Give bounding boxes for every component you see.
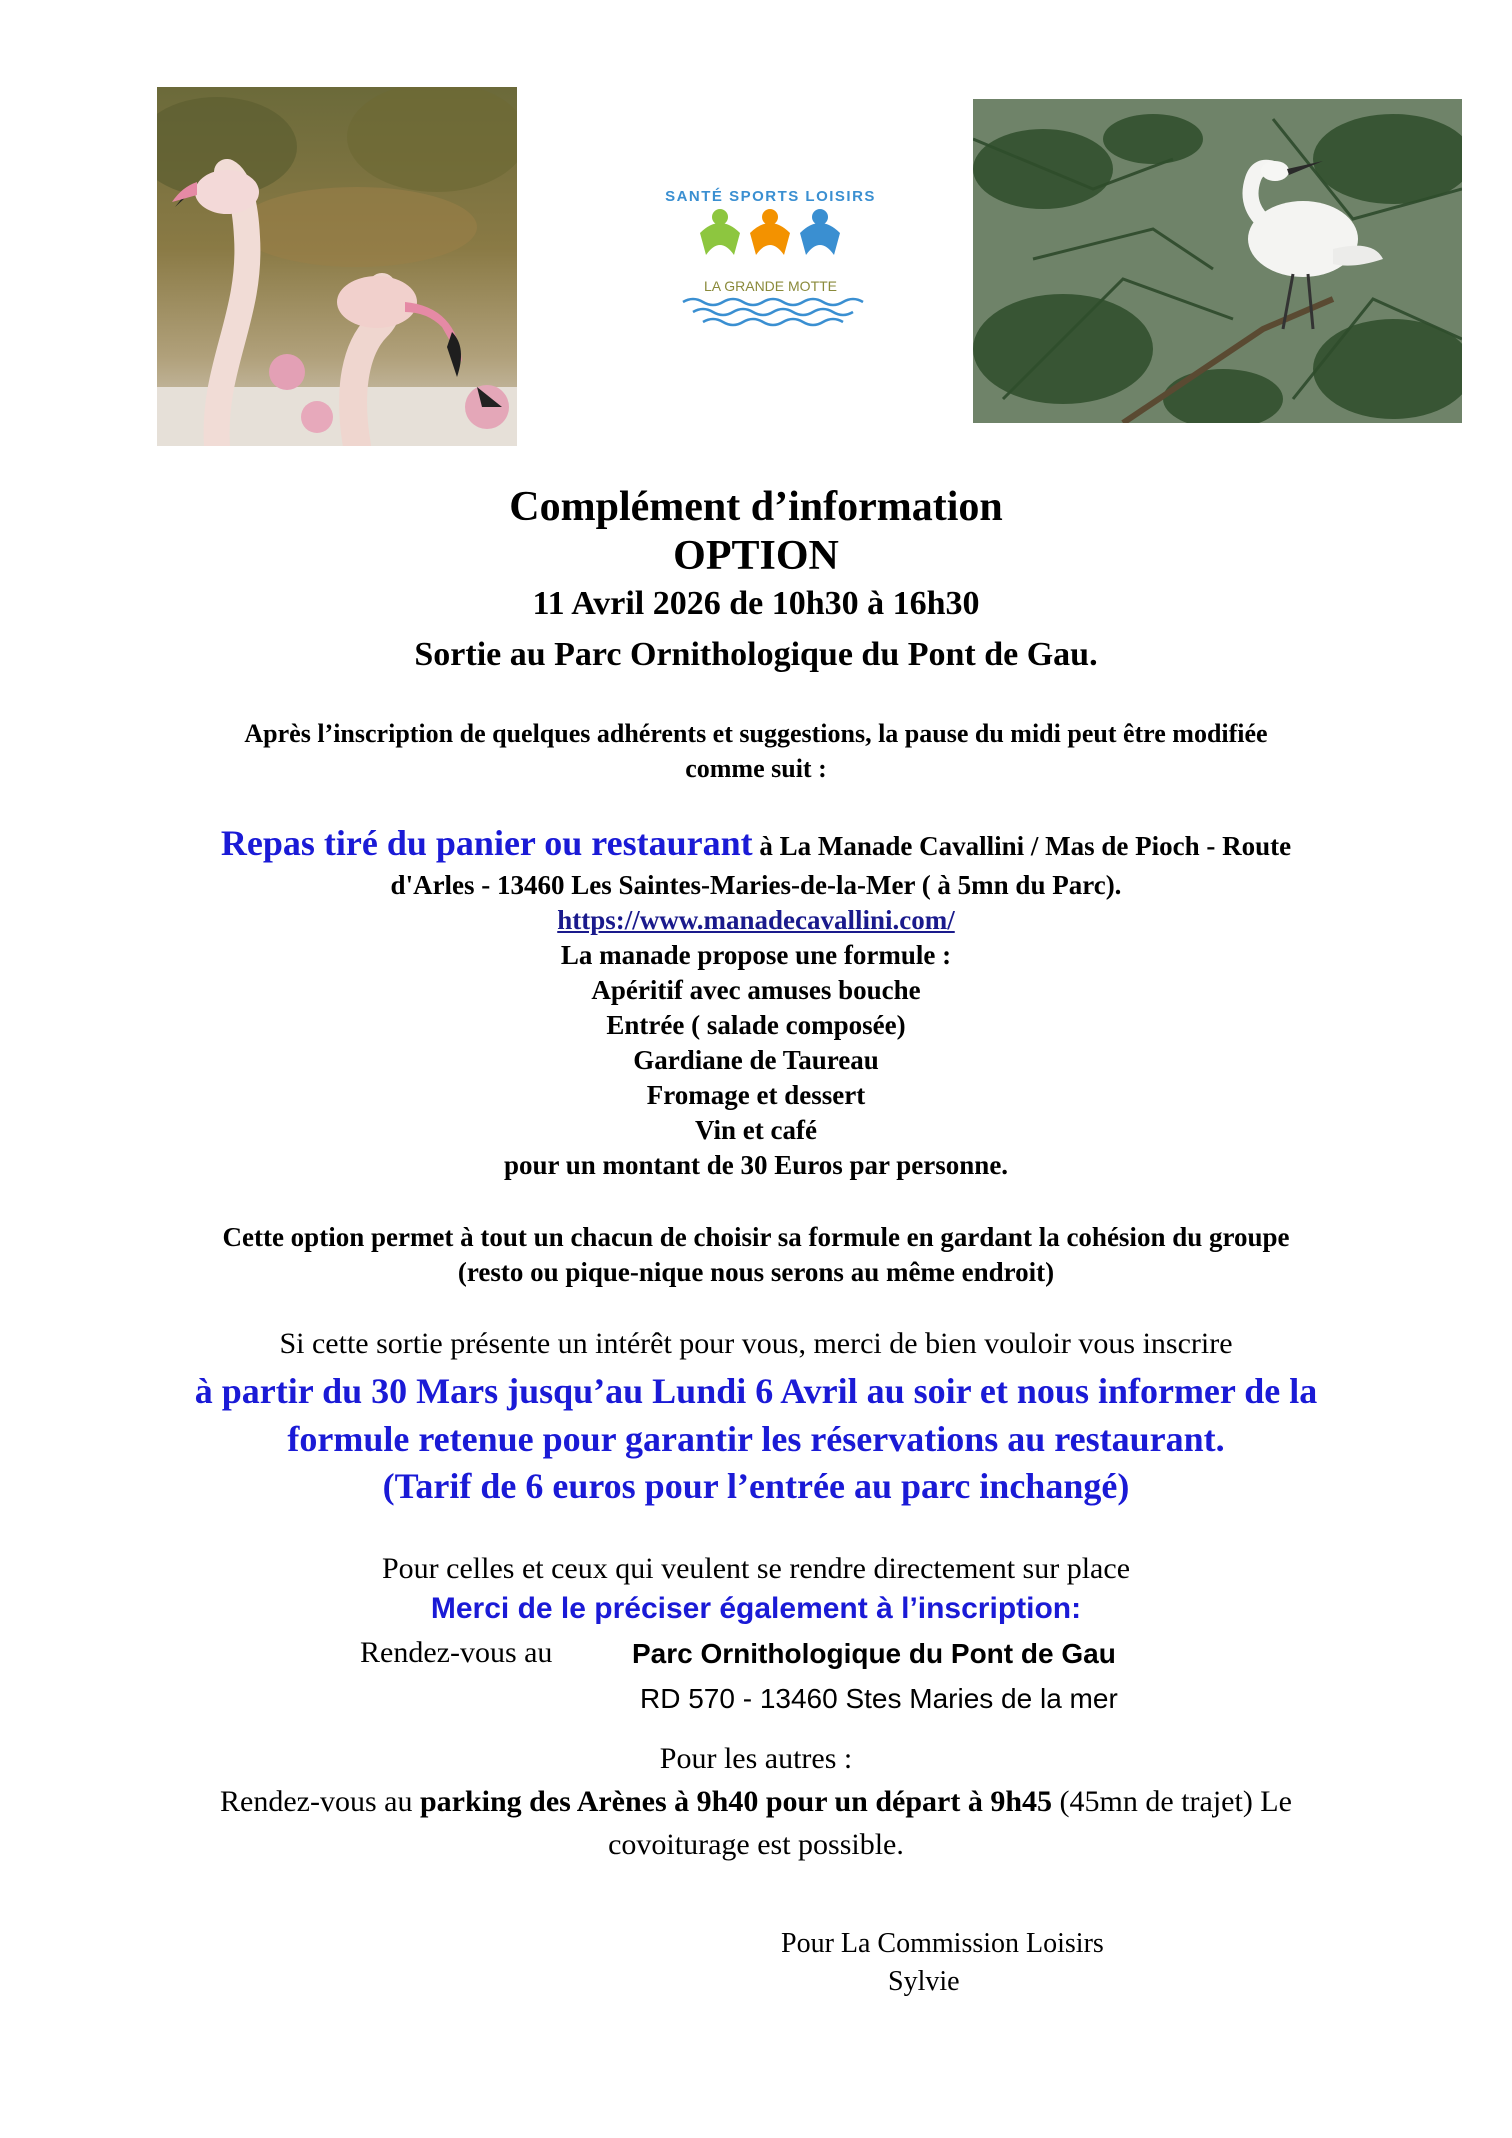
- meal-price: pour un montant de 30 Euros par personne.: [503, 1150, 1009, 1180]
- others-line: Pour les autres :: [659, 1742, 853, 1775]
- direct-notice: Merci de le préciser également à l’inscription:: [430, 1592, 1082, 1625]
- signup-tariff: (Tarif de 6 euros pour l’entrée au parc inchangé): [382, 1466, 1130, 1506]
- direct-place: Parc Ornithologique du Pont de Gau: [632, 1638, 1116, 1669]
- menu-item: Fromage et dessert: [646, 1080, 866, 1110]
- others-rdv-pre: Rendez-vous au: [220, 1785, 420, 1818]
- event-date: 11 Avril 2026 de 10h30 à 16h30: [532, 585, 980, 622]
- logo-figures-icon: [658, 205, 883, 265]
- meal-line-1: [0, 822, 1512, 864]
- signup-line: Si cette sortie présente un intérêt pour vous, merci de bien vouloir vous inscrire: [279, 1327, 1233, 1360]
- intro-line-1: Après l’inscription de quelques adhérents et suggestions, la pause du midi peut être modifiée: [244, 719, 1268, 748]
- meal-address: d'Arles - 13460 Les Saintes-Maries-de-la-Mer ( à 5mn du Parc).: [390, 870, 1122, 900]
- meal-place: à La Manade Cavallini / Mas de Pioch - Route: [752, 831, 1292, 861]
- direct-rdv-label: Rendez-vous au: [360, 1636, 553, 1669]
- others-rdv-bold: parking des Arènes à 9h40 pour un départ à 9h45: [419, 1785, 1053, 1818]
- direct-address: RD 570 - 13460 Stes Maries de la mer: [640, 1683, 1118, 1714]
- logo-subtitle: LA GRANDE MOTTE: [703, 278, 838, 294]
- signup-deadline-2: formule retenue pour garantir les réservations au restaurant.: [287, 1419, 1225, 1459]
- formula-intro: La manade propose une formule :: [560, 940, 952, 970]
- direct-line: Pour celles et ceux qui veulent se rendre directement sur place: [381, 1552, 1131, 1585]
- menu-item: Gardiane de Taureau: [633, 1045, 879, 1075]
- manade-website-link[interactable]: https://www.manadecavallini.com/: [557, 905, 955, 935]
- signature-name: Sylvie: [888, 1966, 960, 1997]
- logo-waves-icon: [658, 294, 883, 334]
- page-title: Complément d’information: [509, 484, 1003, 530]
- intro-line-2: comme suit :: [685, 754, 827, 783]
- option-heading: OPTION: [673, 533, 839, 579]
- others-rdv: [0, 1785, 1512, 1819]
- menu-item: Entrée ( salade composée): [606, 1010, 906, 1040]
- organization-logo: [658, 188, 883, 368]
- event-outing: Sortie au Parc Ornithologique du Pont de Gau.: [414, 636, 1098, 673]
- meal-url-line: [0, 905, 1512, 936]
- others-rdv-post: (45mn de trajet) Le: [1052, 1785, 1292, 1818]
- others-carpool: covoiturage est possible.: [608, 1828, 904, 1861]
- flamingos-photo: [157, 87, 517, 446]
- option-note-line-2: (resto ou pique-nique nous serons au même endroit): [457, 1257, 1055, 1287]
- egret-photo: [973, 99, 1462, 423]
- meal-highlight: Repas tiré du panier ou restaurant: [220, 823, 753, 863]
- signature-line-1: Pour La Commission Loisirs: [781, 1928, 1104, 1959]
- menu-item: Vin et café: [695, 1115, 817, 1145]
- menu-item: Apéritif avec amuses bouche: [591, 975, 921, 1005]
- signup-deadline-1: à partir du 30 Mars jusqu’au Lundi 6 Avril au soir et nous informer de la: [194, 1371, 1318, 1411]
- option-note-line-1: Cette option permet à tout un chacun de choisir sa formule en gardant la cohésion du groupe: [222, 1222, 1290, 1252]
- logo-title: SANTÉ SPORTS LOISIRS: [665, 188, 876, 205]
